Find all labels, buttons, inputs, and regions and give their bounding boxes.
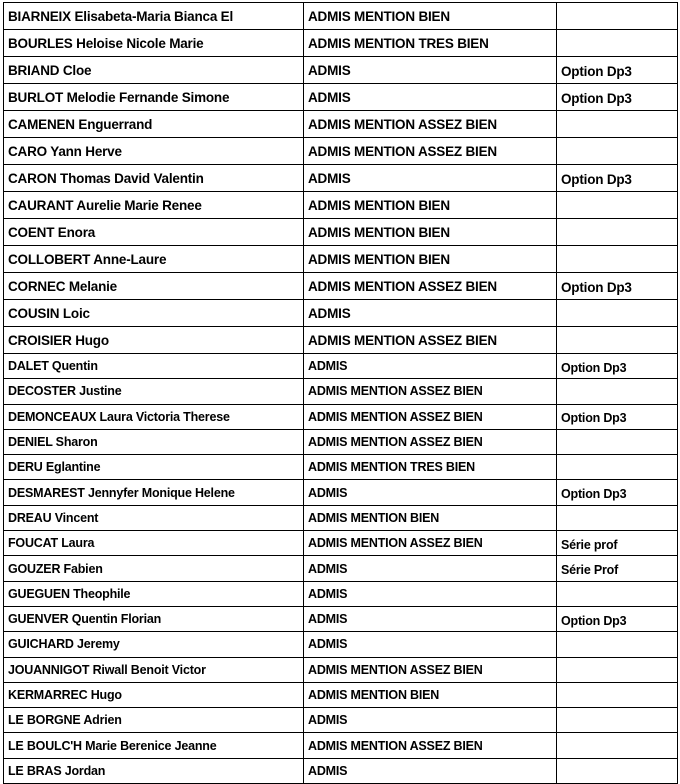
result-cell: ADMIS [304,57,557,84]
student-name-cell: COENT Enora [4,219,304,246]
result-cell: ADMIS [304,84,557,111]
student-name-cell: GUENVER Quentin Florian [4,606,304,631]
note-cell [557,246,678,273]
table-row [4,111,678,138]
student-name-cell: COUSIN Loic [4,300,304,327]
table-row [4,219,678,246]
table-row [4,758,678,783]
student-name-cell: DECOSTER Justine [4,379,304,404]
table-row [4,606,678,631]
note-cell: Option Dp3 [557,354,678,379]
note-cell [557,138,678,165]
note-cell [557,733,678,758]
note-cell: Série prof [557,531,678,556]
student-name-cell: DREAU Vincent [4,505,304,530]
note-cell [557,3,678,30]
table-row [4,354,678,379]
table-row [4,556,678,581]
table-row [4,581,678,606]
result-cell: ADMIS [304,758,557,783]
table-row [4,165,678,192]
table-row [4,192,678,219]
student-name-cell: CROISIER Hugo [4,327,304,354]
note-cell: Option Dp3 [557,404,678,429]
table-row [4,138,678,165]
table-row [4,531,678,556]
student-name-cell: BOURLES Heloise Nicole Marie [4,30,304,57]
result-cell: ADMIS [304,606,557,631]
note-cell [557,505,678,530]
result-cell: ADMIS [304,480,557,505]
result-cell: ADMIS MENTION BIEN [304,219,557,246]
student-name-cell: DEMONCEAUX Laura Victoria Therese [4,404,304,429]
result-cell: ADMIS MENTION TRES BIEN [304,455,557,480]
result-cell: ADMIS MENTION ASSEZ BIEN [304,273,557,300]
note-cell [557,300,678,327]
student-name-cell: LE BOULC'H Marie Berenice Jeanne [4,733,304,758]
student-name-cell: DALET Quentin [4,354,304,379]
result-cell: ADMIS MENTION ASSEZ BIEN [304,429,557,454]
table-row [4,57,678,84]
note-cell [557,581,678,606]
note-cell [557,192,678,219]
result-cell: ADMIS MENTION BIEN [304,505,557,530]
note-cell: Option Dp3 [557,273,678,300]
note-cell [557,219,678,246]
student-name-cell: CAURANT Aurelie Marie Renee [4,192,304,219]
table-row [4,84,678,111]
note-cell [557,657,678,682]
student-name-cell: GOUZER Fabien [4,556,304,581]
result-cell: ADMIS MENTION ASSEZ BIEN [304,404,557,429]
student-name-cell: KERMARREC Hugo [4,682,304,707]
student-name-cell: BURLOT Melodie Fernande Simone [4,84,304,111]
table-row [4,379,678,404]
result-cell: ADMIS MENTION BIEN [304,682,557,707]
result-cell: ADMIS MENTION ASSEZ BIEN [304,327,557,354]
student-name-cell: COLLOBERT Anne-Laure [4,246,304,273]
note-cell [557,758,678,783]
note-cell [557,379,678,404]
table-row [4,733,678,758]
table-row [4,632,678,657]
table-row [4,273,678,300]
note-cell [557,708,678,733]
student-name-cell: LE BRAS Jordan [4,758,304,783]
table-row [4,429,678,454]
results-table [3,2,678,784]
result-cell: ADMIS MENTION ASSEZ BIEN [304,733,557,758]
result-cell: ADMIS [304,581,557,606]
student-name-cell: CARON Thomas David Valentin [4,165,304,192]
student-name-cell: DERU Eglantine [4,455,304,480]
result-cell: ADMIS MENTION ASSEZ BIEN [304,379,557,404]
result-cell: ADMIS MENTION ASSEZ BIEN [304,657,557,682]
result-cell: ADMIS MENTION ASSEZ BIEN [304,111,557,138]
note-cell [557,632,678,657]
table-row [4,657,678,682]
note-cell: Série Prof [557,556,678,581]
student-name-cell: DESMAREST Jennyfer Monique Helene [4,480,304,505]
student-name-cell: BRIAND Cloe [4,57,304,84]
note-cell [557,111,678,138]
result-cell: ADMIS [304,165,557,192]
student-name-cell: GUEGUEN Theophile [4,581,304,606]
table-row [4,505,678,530]
table-row [4,455,678,480]
table-row [4,480,678,505]
result-cell: ADMIS MENTION ASSEZ BIEN [304,138,557,165]
note-cell [557,327,678,354]
student-name-cell: FOUCAT Laura [4,531,304,556]
result-cell: ADMIS [304,556,557,581]
student-name-cell: JOUANNIGOT Riwall Benoit Victor [4,657,304,682]
result-cell: ADMIS MENTION TRES BIEN [304,30,557,57]
student-name-cell: CORNEC Melanie [4,273,304,300]
note-cell [557,455,678,480]
table-row [4,682,678,707]
table-row [4,327,678,354]
result-cell: ADMIS MENTION BIEN [304,192,557,219]
result-cell: ADMIS MENTION BIEN [304,246,557,273]
result-cell: ADMIS MENTION BIEN [304,3,557,30]
table-row [4,246,678,273]
student-name-cell: GUICHARD Jeremy [4,632,304,657]
note-cell: Option Dp3 [557,165,678,192]
student-name-cell: DENIEL Sharon [4,429,304,454]
table-row [4,30,678,57]
note-cell: Option Dp3 [557,84,678,111]
note-cell [557,682,678,707]
student-name-cell: BIARNEIX Elisabeta-Maria Bianca El [4,3,304,30]
note-cell [557,429,678,454]
note-cell: Option Dp3 [557,480,678,505]
result-cell: ADMIS [304,354,557,379]
result-cell: ADMIS [304,632,557,657]
student-name-cell: CAMENEN Enguerrand [4,111,304,138]
note-cell [557,30,678,57]
result-cell: ADMIS [304,300,557,327]
student-name-cell: LE BORGNE Adrien [4,708,304,733]
result-cell: ADMIS [304,708,557,733]
table-row [4,3,678,30]
student-name-cell: CARO Yann Herve [4,138,304,165]
table-row [4,708,678,733]
table-row [4,404,678,429]
results-table-body [4,3,678,784]
note-cell: Option Dp3 [557,57,678,84]
result-cell: ADMIS MENTION ASSEZ BIEN [304,531,557,556]
table-row [4,300,678,327]
note-cell: Option Dp3 [557,606,678,631]
